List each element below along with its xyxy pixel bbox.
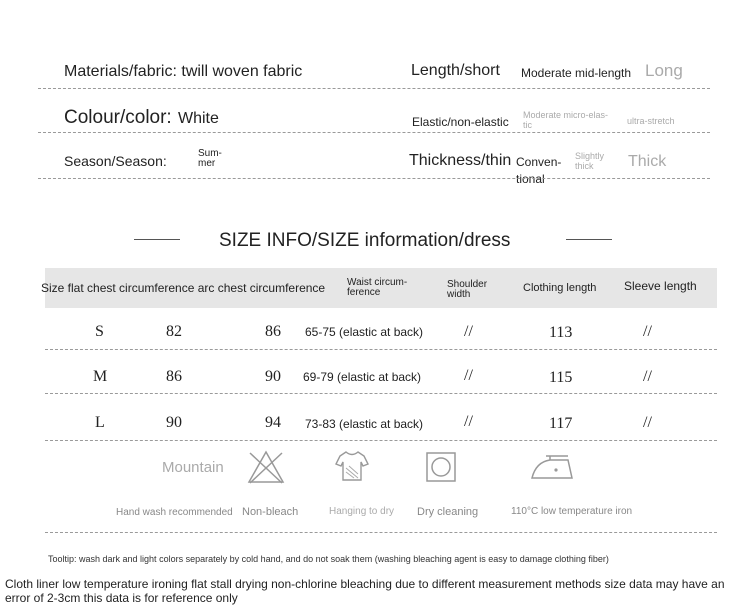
iron-icon (528, 450, 576, 484)
divider (38, 132, 710, 133)
care-label-iron: 110°C low temperature iron (511, 506, 633, 517)
season-value: Sum- mer (198, 148, 222, 169)
care-label-hand-wash: Hand wash recommended (116, 507, 233, 518)
row-s-sleeve: // (643, 323, 652, 340)
header-clothing-length: Clothing length (523, 282, 597, 294)
care-mountain-text: Mountain (162, 459, 224, 476)
row-l-length: 117 (549, 415, 573, 432)
row-s-shoulder: // (464, 323, 473, 340)
care-tooltip: Tooltip: wash dark and light colors separately by cold hand, and do not soak them (washing bleaching agent is easy to damage clothing fiber) (48, 554, 609, 564)
row-s-arc-chest: 86 (265, 323, 281, 340)
footnote-line-2: error of 2-3cm this data is for reference only (5, 591, 238, 605)
row-l-arc-chest: 94 (265, 414, 281, 431)
row-l-waist: 73-83 (elastic at back) (305, 417, 424, 431)
thickness-selected: Conven- tional (516, 155, 562, 186)
no-bleach-icon (246, 449, 286, 485)
header-waist: Waist circum- ference (347, 277, 408, 298)
title-rule-right (566, 239, 612, 240)
header-sleeve-length: Sleeve length (624, 279, 697, 293)
row-m-size: M (93, 368, 108, 385)
colour-label: Colour/color: (64, 107, 172, 128)
size-title: SIZE INFO/SIZE information/dress (219, 230, 511, 251)
header-shoulder: Shoulder width (447, 279, 488, 300)
divider (38, 88, 710, 89)
material-text: Materials/fabric: twill woven fabric (64, 63, 303, 80)
row-divider (45, 349, 717, 350)
header-size-chest: Size flat chest circumference arc chest circumference (41, 281, 326, 295)
row-m-shoulder: // (464, 367, 473, 384)
colour-value: White (178, 110, 219, 127)
row-l-flat-chest: 90 (166, 414, 182, 431)
length-selected: Moderate mid-length (521, 66, 632, 80)
footnote-line-1: Cloth liner low temperature ironing flat stall drying non-chlorine bleaching due to different measurement methods size data may have an (5, 577, 725, 591)
row-divider (45, 440, 717, 441)
row-m-flat-chest: 86 (166, 368, 182, 385)
row-s-flat-chest: 82 (166, 323, 182, 340)
season-label: Season/Season: (64, 153, 167, 169)
care-label-dry-cleaning: Dry cleaning (417, 506, 479, 518)
row-m-waist: 69-79 (elastic at back) (303, 370, 422, 384)
row-l-size: L (95, 414, 105, 431)
care-label-hanging-dry: Hanging to dry (329, 506, 395, 517)
row-s-size: S (95, 323, 104, 340)
length-label: Length/short (411, 62, 500, 79)
title-rule-left (134, 239, 180, 240)
care-label-non-bleach: Non-bleach (242, 506, 299, 518)
row-l-sleeve: // (643, 414, 652, 431)
row-m-sleeve: // (643, 368, 652, 385)
thickness-option-thick: Thick (628, 153, 667, 170)
length-option-long: Long (645, 61, 683, 80)
elastic-option-micro: Moderate micro-elas- tic (523, 110, 609, 130)
dry-clean-icon (424, 450, 458, 484)
row-m-length: 115 (549, 369, 573, 386)
thickness-option-slightly: Slightly thick (575, 151, 605, 171)
elastic-label: Elastic/non-elastic (412, 115, 509, 129)
hanging-dry-shirt-icon (334, 448, 370, 484)
row-m-arc-chest: 90 (265, 368, 281, 385)
thickness-label: Thickness/thin (409, 152, 512, 169)
row-s-length: 113 (549, 324, 573, 341)
elastic-option-ultra: ultra-stretch (627, 116, 675, 126)
divider (45, 532, 717, 533)
divider (38, 178, 710, 179)
row-s-waist: 65-75 (elastic at back) (305, 325, 424, 339)
row-l-shoulder: // (464, 413, 473, 430)
row-divider (45, 393, 717, 394)
